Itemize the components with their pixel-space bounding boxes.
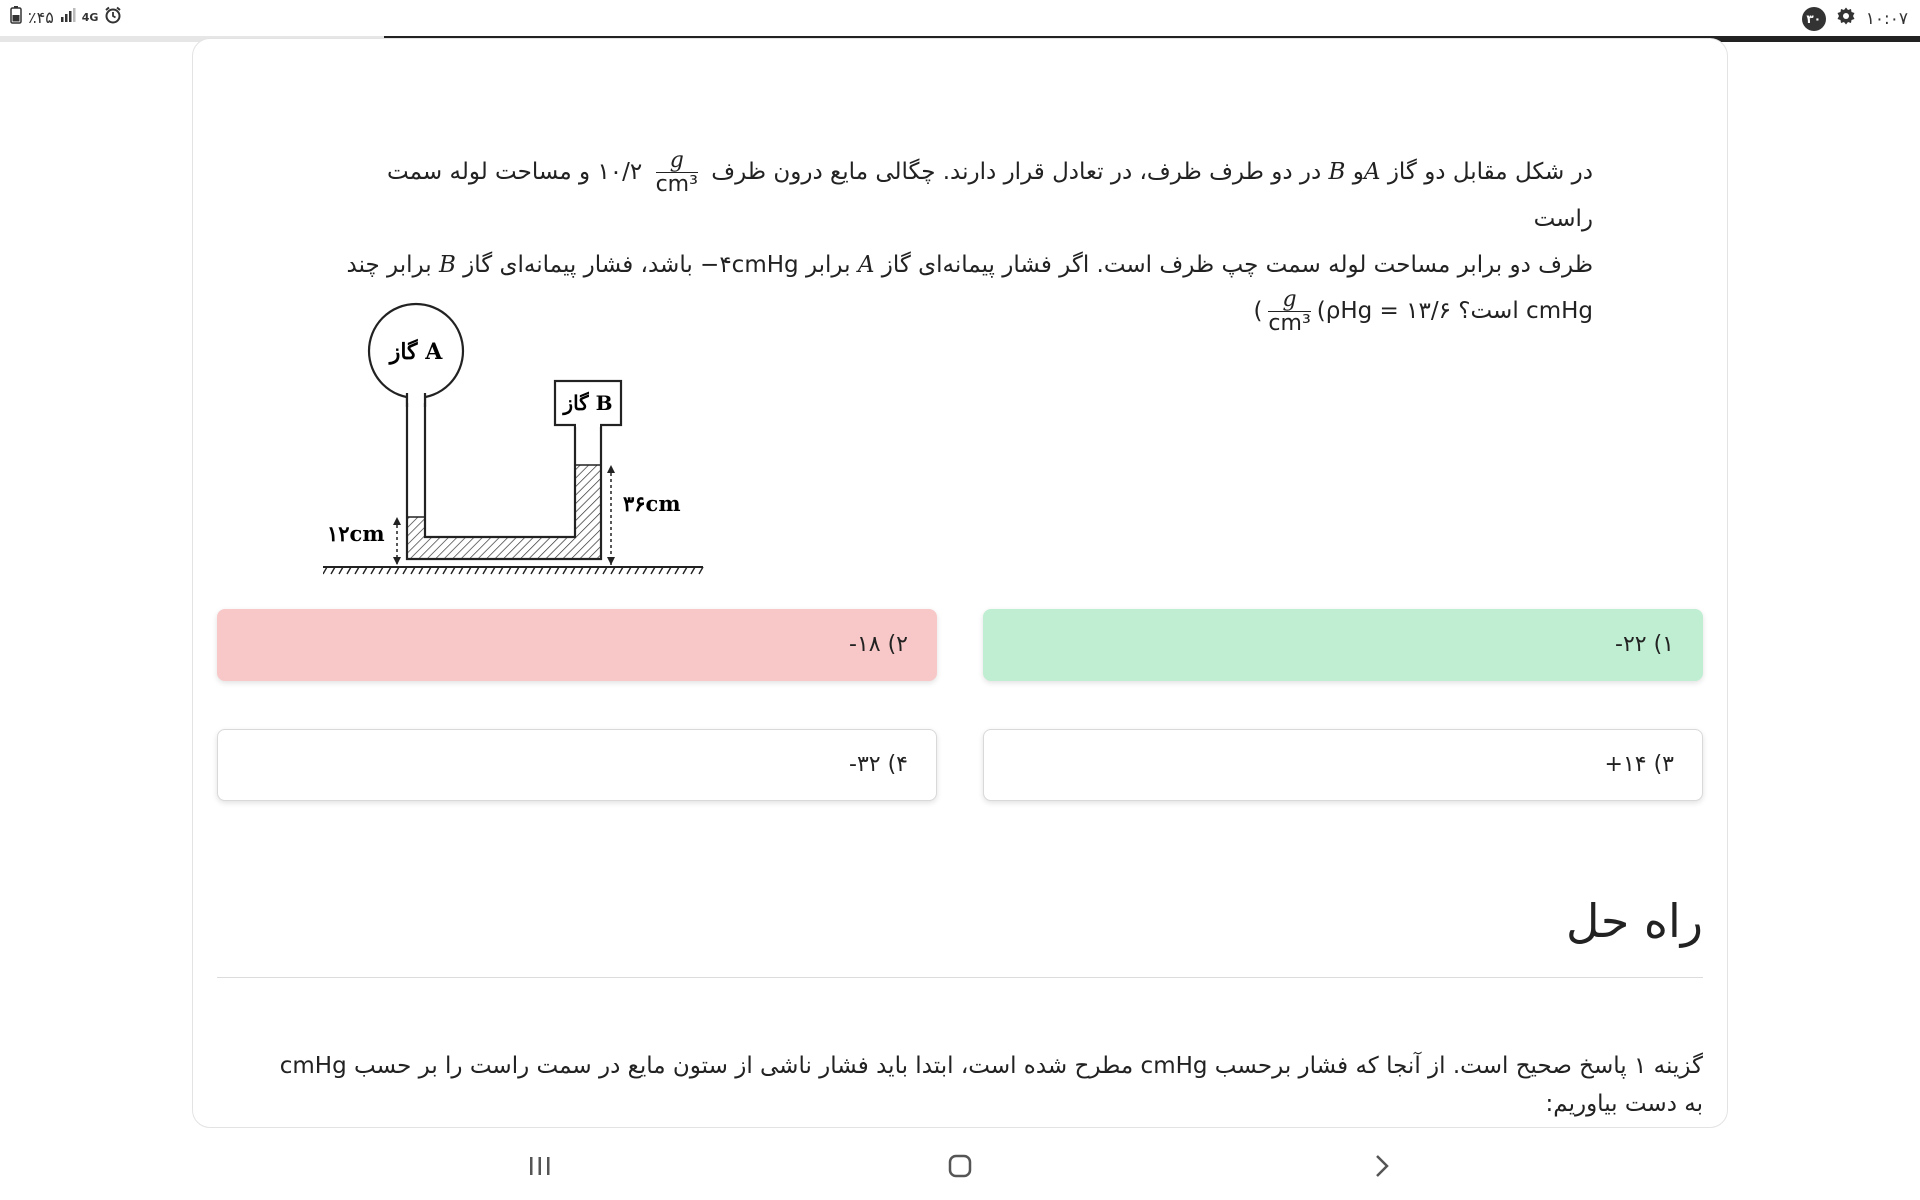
gas-a-label: گاز A xyxy=(389,339,443,365)
recent-apps-icon xyxy=(527,1154,553,1178)
chevron-right-icon xyxy=(1372,1153,1392,1179)
liquid-column xyxy=(407,465,601,559)
gas-b-label: گاز B xyxy=(563,391,613,415)
network-type: 4G xyxy=(81,10,99,24)
right-height-label: ۳۶cm xyxy=(623,491,681,516)
signal-icon xyxy=(60,7,76,27)
home-button[interactable] xyxy=(940,1146,980,1186)
u-tube-figure xyxy=(323,289,713,589)
gear-icon xyxy=(1836,6,1856,31)
status-bar xyxy=(0,0,1920,34)
question-line-2: ظرف دو برابر مساحت لوله سمت چپ ظرف است. اگر فشار پیمانه‌ای گاز A برابر ۴cmHg− باشد، فشار پیمانه‌ای گاز B برابر چند xyxy=(346,252,1593,279)
solution-title: راه حل xyxy=(1566,894,1703,948)
rho-fraction: $\frac{g}{\text{cm³}}$ xyxy=(1268,287,1311,337)
question-card xyxy=(192,38,1728,1128)
ground-ticks xyxy=(323,567,703,574)
battery-icon xyxy=(10,6,22,28)
solution-divider xyxy=(217,977,1703,978)
solution-text xyxy=(253,1047,1703,1123)
solution-line-2: به دست بیاوریم: xyxy=(1545,1091,1703,1117)
density-value: ۱۰/۲ xyxy=(597,159,643,186)
home-icon xyxy=(947,1153,973,1179)
recent-apps-button[interactable] xyxy=(520,1146,560,1186)
question-line-1: در شکل مقابل دو گاز Aو B در دو طرف ظرف، در تعادل قرار دارند. چگالی مایع درون ظرف $\frac{g}{\text{cm³}}$ ۱۰/۲ و مساحت لوله سمت راست xyxy=(387,148,1593,233)
back-button[interactable] xyxy=(1362,1146,1402,1186)
option-1[interactable]: ۱) ۲۲- xyxy=(983,609,1703,681)
option-3[interactable]: ۳) ۱۴+ xyxy=(983,729,1703,801)
solution-line-1: گزینه ۱ پاسخ صحیح است. از آنجا که فشار برحسب cmHg مطرح شده است، ابتدا باید فشار ناشی از ستون مایع در سمت راست را بر حسب cmHg xyxy=(279,1053,1703,1079)
clock-time: ۱۰:۰۷ xyxy=(1865,8,1908,29)
option-4[interactable]: ۴) ۳۲- xyxy=(217,729,937,801)
system-nav-bar xyxy=(0,1128,1920,1200)
density-fraction: $\frac{g}{\text{cm³}}$ xyxy=(655,148,698,198)
battery-level: ٪۴۵ xyxy=(28,7,54,27)
option-2[interactable]: ۲) ۱۸- xyxy=(217,609,937,681)
status-right xyxy=(1802,6,1908,31)
question-line-3: cmHg است؟ (ρHg = ۱۳/۶ $\frac{g}{\text{cm³}}$ ) xyxy=(1253,287,1593,337)
left-height-label: ۱۲cm xyxy=(327,521,385,546)
notification-badge: ۳۰ xyxy=(1802,7,1826,31)
status-left xyxy=(10,6,122,28)
alarm-icon xyxy=(104,6,122,28)
